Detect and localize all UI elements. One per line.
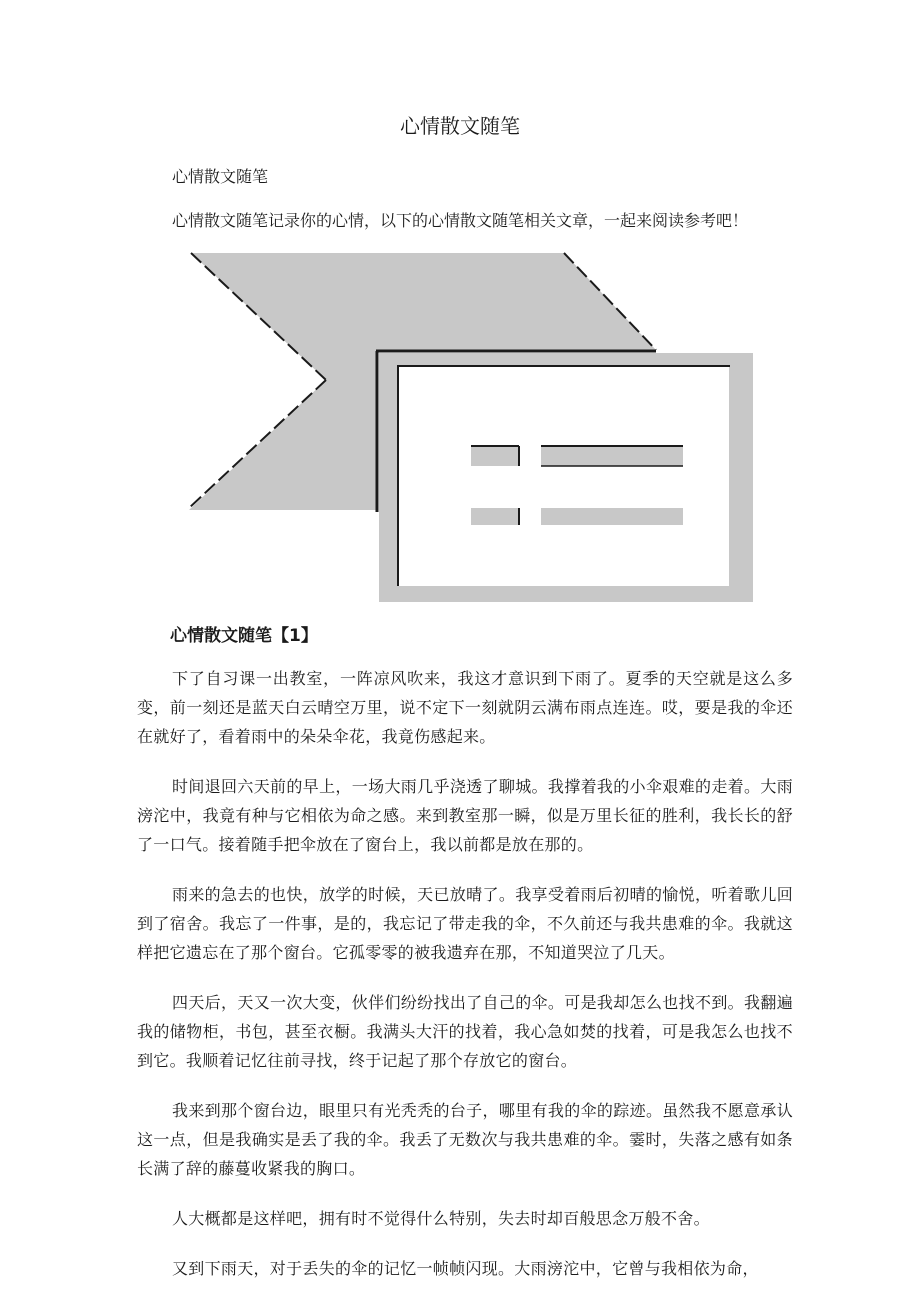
paragraph: 人大概都是这样吧，拥有时不觉得什么特别，失去时却百般思念万般不舍。 [172, 1209, 710, 1228]
paragraph: 我来到那个窗台边，眼里只有光秃秃的台子，哪里有我的伞的踪迹。虽然我不愿意承认这一点，但是我确实是丢了我的伞。我丢了无数次与我共患难的伞。霎时，失落之感有如条长满了辞的藤蔓收紧我的胸口。 [137, 1101, 793, 1178]
intro-paragraph: 心情散文随笔记录你的心情，以下的心情散文随笔相关文章，一起来阅读参考吧！ [172, 211, 749, 230]
ribbon-banner-with-document-card-icon [186, 250, 756, 602]
paragraph: 时间退回六天前的早上，一场大雨几乎浇透了聊城。我撑着我的小伞艰难的走着。大雨滂沱中，我竟有种与它相依为命之感。来到教室那一瞬，似是万里长征的胜利，我长长的舒了一口气。接着随手把伞放在了窗台上，我以前都是放在那的。 [137, 777, 793, 854]
bar-short-2 [471, 508, 519, 525]
bar-short-1 [471, 446, 519, 466]
paragraph: 下了自习课一出教室，一阵凉风吹来，我这才意识到下雨了。夏季的天空就是这么多变，前一刻还是蓝天白云晴空万里，说不定下一刻就阴云满布雨点连连。哎，要是我的伞还在就好了，看着雨中的朵朵伞花，我竟伤感起来。 [137, 669, 793, 746]
paragraph: 雨来的急去的也快，放学的时候，天已放晴了。我享受着雨后初晴的愉悦，听着歌儿回到了宿舍。我忘了一件事，是的，我忘记了带走我的伞，不久前还与我共患难的伞。我就这样把它遗忘在了那个窗台。它孤零零的被我遗弃在那，不知道哭泣了几天。 [137, 885, 793, 962]
page-title: 心情散文随笔 [400, 114, 520, 138]
article-body [137, 664, 793, 1304]
paragraph: 四天后，天又一次大变，伙伴们纷纷找出了自己的伞。可是我却怎么也找不到。我翻遍我的储物柜，书包，甚至衣橱。我满头大汗的找着，我心急如焚的找着，可是我怎么也找不到它。我顺着记忆往前寻找，终于记起了那个存放它的窗台。 [137, 993, 793, 1070]
bar-long-2 [541, 508, 683, 525]
illustration [186, 250, 756, 602]
paragraph: 又到下雨天，对于丢失的伞的记忆一帧帧闪现。大雨滂沱中，它曾与我相依为命， [172, 1259, 759, 1278]
subtitle: 心情散文随笔 [172, 167, 269, 186]
bar-long-1 [541, 446, 683, 466]
card-inner [399, 366, 729, 586]
section-heading: 心情散文随笔【1】 [170, 626, 318, 646]
